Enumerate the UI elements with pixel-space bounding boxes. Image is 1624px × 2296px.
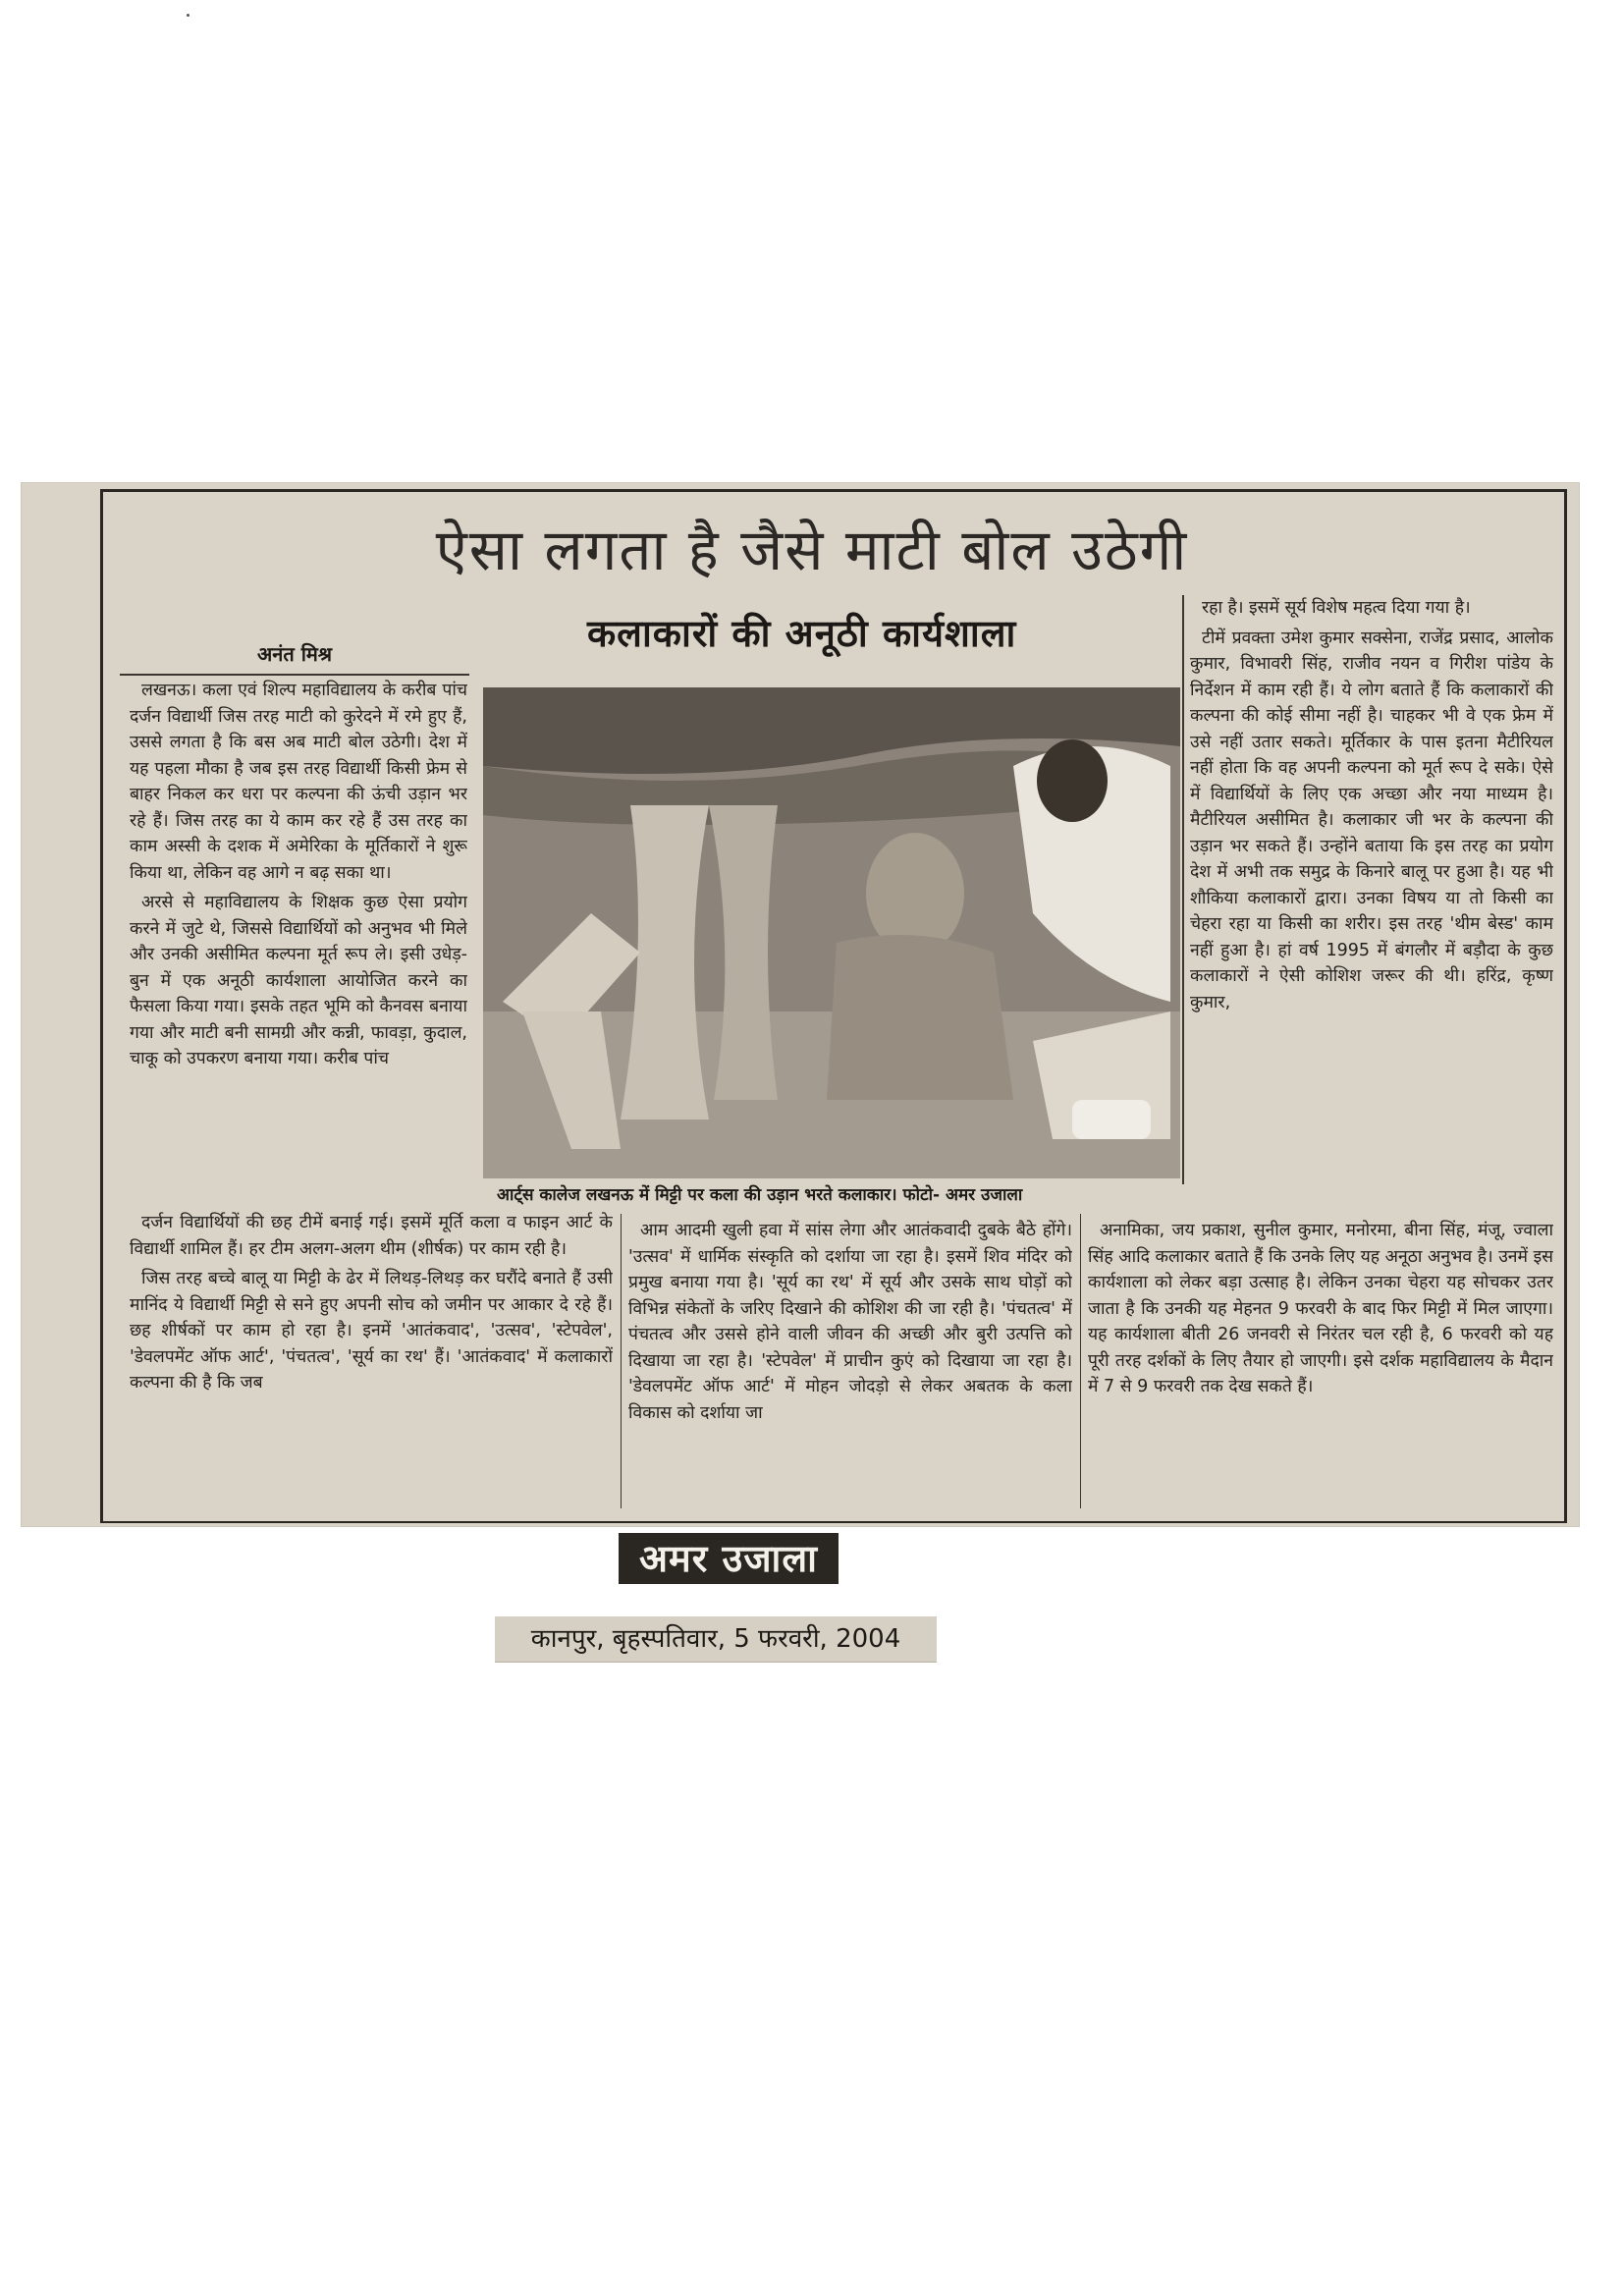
article-column-5 [1190, 595, 1553, 1210]
paragraph: आम आदमी खुली हवा में सांस लेगा और आतंकवादी दुबके बैठे होंगे। 'उत्सव' में धार्मिक संस्कृति को दर्शाया जा रहा है। इसमें शिव मंदिर को प्रमुख बनाया गया है। 'सूर्य का रथ' में सूर्य और उसके साथ घोड़ों को विभिन्न संकेतों के जरिए दिखाने की कोशिश की जा रही है। 'पंचतत्व' में पंचतत्व और उससे होने वाली जीवन की अच्छी और बुरी उत्पत्ति को दिखाया जा रहा है। 'स्टेपवेल' में प्राचीन कुएं को दिखाया जा रहा है। 'डेवलपमेंट ऑफ आर्ट' में मोहन जोदड़ो से लेकर अबतक के कला विकास को दर्शाया जा [628, 1221, 1072, 1423]
article-column-3 [628, 1218, 1072, 1512]
paragraph: टीमें प्रवक्ता उमेश कुमार सक्सेना, राजेंद्र प्रसाद, आलोक कुमार, विभावरी सिंह, राजीव नयन व गिरीश पांडेय के निर्देशन में काम रही हैं। ये लोग बताते हैं कि कलाकारों की कल्पना की कोई सीमा नहीं है। चाहकर भी वे एक फ्रेम में उसे नहीं उतार सकते। मूर्तिकार के पास इतना मैटीरियल नहीं होता कि वह अपनी कल्पना को मूर्त रूप दे सके। ऐसे में विद्यार्थियों के लिए एक अच्छा और नया माध्यम है। मैटीरियल असीमित है। कलाकार जी भर के कल्पना की उड़ान भर सकते हैं। उन्होंने बताया कि इस तरह का प्रयोग देश में अभी तक समुद्र के किनारे बालू पर हुआ है। यह भी शौकिया कलाकारों द्वारा। उनका विषय या तो किसी का चेहरा रहा या किसी का शरीर। इस तरह 'थीम बेस्ड' काम नहीं हुआ है। हां वर्ष 1995 में बंगलौर में बड़ौदा के कुछ कलाकारों ने ऐसी कोशिश जरूर की थी। हरिंद्र, कृष्ण कुमार, [1190, 628, 1553, 1012]
paragraph: अनामिका, जय प्रकाश, सुनील कुमार, मनोरमा, बीना सिंह, मंजू, ज्वाला सिंह आदि कलाकार बताते हैं कि उनके लिए यह अनूठा अनुभव है। उनमें इस कार्यशाला को लेकर बड़ा उत्साह है। लेकिन उनका चेहरा यह सोचकर उतर जाता है कि उनकी यह मेहनत 9 फरवरी के बाद फिर मिट्टी में मिल जाएगा। यह कार्यशाला बीती 26 जनवरी से निरंतर चल रही है, 6 फरवरी को यह पूरी तरह दर्शकों के लिए तैयार हो जाएगी। इसे दर्शक महाविद्यालय के मैदान में 7 से 9 फरवरी तक देख सकते हैं। [1088, 1221, 1553, 1396]
article-photo [483, 687, 1180, 1178]
paragraph: जिस तरह बच्चे बालू या मिट्टी के ढेर में लिथड़-लिथड़ कर घरौंदे बनाते हैं उसी मानिंद ये विद्यार्थी मिट्टी से सने हुए अपनी सोच को जमीन पर आकार दे रहे हैं। छह शीर्षकों पर काम हो रहा है। इनमें 'आतंकवाद', 'उत्सव', 'स्टेपवेल', 'डेवलपमेंट ऑफ आर्ट', 'पंचतत्व', 'सूर्य का रथ' हैं। 'आतंकवाद' में कलाकारों कल्पना की है कि जब [130, 1269, 613, 1393]
paragraph: दर्जन विद्यार्थियों की छह टीमें बनाई गई। इसमें मूर्ति कला व फाइन आर्ट के विद्यार्थी शामिल हैं। हर टीम अलग-अलग थीम (शीर्षक) पर काम रही है। [130, 1213, 613, 1259]
article-column-2 [130, 1210, 613, 1512]
column-rule [1080, 1214, 1081, 1508]
column-rule [621, 1214, 622, 1508]
scan-speck [187, 14, 189, 17]
newspaper-masthead: अमर उजाला [619, 1533, 839, 1584]
article-byline: अनंत मिश्र [257, 642, 333, 666]
paragraph: लखनऊ। कला एवं शिल्प महाविद्यालय के करीब पांच दर्जन विद्यार्थी जिस तरह माटी को कुरेदने में रमे हुए हैं, उससे लगता है कि बस अब माटी बोल उठेगी। देश में यह पहला मौका है जब इस तरह विद्यार्थी किसी फ्रेम से बाहर निकल कर धरा पर कल्पना की ऊंची उड़ान भर रहे हैं। जिस तरह का ये काम कर रहे हैं उस तरह का काम अस्सी के दशक में अमेरिका के मूर्तिकारों ने शुरू किया था, लेकिन वह आगे न बढ़ सका था। [130, 681, 467, 883]
dateline: कानपुर, बृहस्पतिवार, 5 फरवरी, 2004 [495, 1616, 937, 1663]
article-column-1 [130, 678, 467, 1208]
clay-sculpture-photo [483, 687, 1180, 1178]
photo-caption: आर्ट्स कालेज लखनऊ में मिट्टी पर कला की उड़ान भरते कलाकार। फोटो- अमर उजाला [497, 1185, 1023, 1205]
byline-rule [120, 674, 469, 676]
paragraph: अरसे से महाविद्यालय के शिक्षक कुछ ऐसा प्रयोग करने में जुटे थे, जिससे विद्यार्थियों को अनुभव भी मिले और उनकी असीमित कल्पना मूर्त रूप ले। इसी उधेड़-बुन में एक अनूठी कार्यशाला आयोजित करने का फैसला किया गया। इसके तहत भूमि को कैनवस बनाया गया और माटी बनी सामग्री और कन्नी, फावड़ा, कुदाल, चाकू को उपकरण बनाया गया। करीब पांच [130, 893, 467, 1068]
paragraph: रहा है। इसमें सूर्य विशेष महत्व दिया गया है। [1202, 598, 1471, 618]
article-headline: ऐसा लगता है जैसे माटी बोल उठेगी [435, 517, 1189, 583]
article-subheadline: कलाकारों की अनूठी कार्यशाला [587, 612, 1017, 655]
column-rule [1182, 595, 1184, 1184]
article-column-4 [1088, 1218, 1553, 1493]
